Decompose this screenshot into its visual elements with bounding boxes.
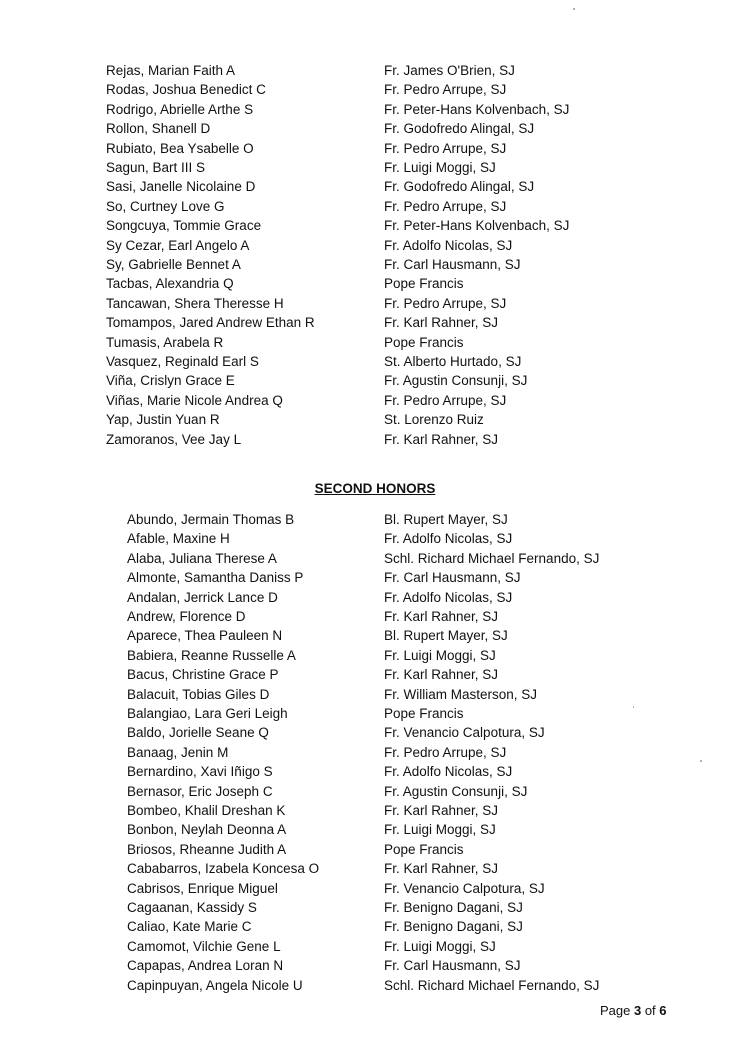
list-item — [0, 646, 750, 665]
page-number: 3 — [633, 1003, 642, 1018]
list-item — [0, 177, 750, 196]
student-name: Briosos, Rheanne Judith A — [127, 841, 287, 857]
house-name: Fr. Carl Hausmann, SJ — [384, 570, 521, 586]
student-name: Sy Cezar, Earl Angelo A — [106, 237, 250, 253]
house-name: Fr. Peter-Hans Kolvenbach, SJ — [384, 218, 570, 234]
list-item — [0, 956, 750, 975]
house-name: Pope Francis — [384, 706, 464, 721]
student-name: Balacuit, Tobias Giles D — [127, 686, 270, 702]
student-name: Rodas, Joshua Benedict C — [106, 82, 266, 98]
list-item — [0, 274, 750, 293]
student-name: Bonbon, Neylah Deonna A — [127, 822, 287, 838]
student-name: Bombeo, Khalil Dreshan K — [127, 803, 286, 818]
student-name: Rollon, Shanell D — [106, 121, 211, 137]
student-name: Tacbas, Alexandria Q — [106, 276, 234, 292]
list-item — [0, 840, 750, 859]
house-name: St. Alberto Hurtado, SJ — [384, 354, 522, 369]
house-name: Pope Francis — [384, 276, 464, 292]
house-name: Fr. Adolfo Nicolas, SJ — [384, 531, 513, 547]
house-name: Fr. Karl Rahner, SJ — [384, 315, 499, 331]
list-item — [0, 100, 750, 119]
list-item — [0, 762, 750, 781]
house-name: Fr. Benigno Dagani, SJ — [384, 900, 523, 915]
house-name: Fr. Karl Rahner, SJ — [384, 861, 499, 877]
student-name: Alaba, Juliana Therese A — [127, 550, 277, 566]
house-name: Fr. Luigi Moggi, SJ — [384, 938, 496, 954]
student-name: Viñas, Marie Nicole Andrea Q — [106, 392, 283, 408]
student-name: Bernardino, Xavi Iñigo S — [127, 764, 273, 780]
list-item — [0, 704, 750, 723]
student-name: Almonte, Samantha Daniss P — [127, 570, 304, 586]
student-name: Viña, Crislyn Grace E — [106, 373, 235, 389]
list-item — [0, 879, 750, 898]
page-footer — [600, 1003, 667, 1018]
house-name: Fr. Karl Rahner, SJ — [384, 667, 499, 683]
student-name: Sasi, Janelle Nicolaine D — [106, 179, 256, 195]
house-name: Fr. Pedro Arrupe, SJ — [384, 744, 507, 760]
list-item — [0, 313, 750, 332]
house-name: Schl. Richard Michael Fernando, SJ — [384, 550, 600, 566]
list-item — [0, 391, 750, 410]
house-name: Fr. Pedro Arrupe, SJ — [384, 392, 507, 408]
student-name: Tumasis, Arabela R — [106, 334, 224, 350]
list-item — [0, 236, 750, 255]
list-item — [0, 61, 750, 80]
scan-speck — [573, 8, 575, 10]
list-item — [0, 430, 750, 449]
page-of-label: of — [641, 1003, 660, 1018]
list-item — [0, 549, 750, 568]
house-name: Fr. Agustin Consunji, SJ — [384, 373, 528, 389]
student-name: Banaag, Jenin M — [127, 744, 229, 760]
house-name: Fr. Carl Hausmann, SJ — [384, 257, 521, 272]
scan-speck — [633, 706, 634, 708]
student-name: Baldo, Jorielle Seane Q — [127, 725, 269, 741]
house-name: Fr. Pedro Arrupe, SJ — [384, 198, 507, 214]
list-item — [0, 607, 750, 626]
list-item — [0, 255, 750, 274]
house-name: Fr. Godofredo Alingal, SJ — [384, 121, 535, 137]
page-total: 6 — [659, 1003, 667, 1018]
list-item — [0, 937, 750, 956]
list-item — [0, 410, 750, 429]
list-item — [0, 119, 750, 138]
house-name: Bl. Rupert Mayer, SJ — [384, 628, 508, 644]
house-name: Bl. Rupert Mayer, SJ — [384, 512, 508, 527]
student-name: Babiera, Reanne Russelle A — [127, 647, 296, 663]
student-name: Capinpuyan, Angela Nicole U — [127, 977, 303, 993]
student-name: Tancawan, Shera Theresse H — [106, 295, 284, 311]
house-name: Fr. Karl Rahner, SJ — [384, 431, 499, 447]
student-name: Yap, Justin Yuan R — [106, 412, 220, 428]
student-name: Vasquez, Reginald Earl S — [106, 354, 259, 369]
house-name: Fr. Venancio Calpotura, SJ — [384, 725, 545, 741]
house-name: Pope Francis — [384, 841, 464, 857]
list-item — [0, 333, 750, 352]
student-name: Balangiao, Lara Geri Leigh — [127, 706, 288, 721]
list-item — [0, 510, 750, 529]
student-name: Rubiato, Bea Ysabelle O — [106, 140, 254, 156]
house-name: Schl. Richard Michael Fernando, SJ — [384, 977, 600, 993]
student-name: Caliao, Kate Marie C — [127, 919, 252, 935]
student-name: Aparece, Thea Pauleen N — [127, 628, 283, 644]
student-name: So, Curtney Love G — [106, 198, 225, 214]
student-name: Cababarros, Izabela Koncesa O — [127, 861, 320, 877]
house-name: Fr. Adolfo Nicolas, SJ — [384, 237, 513, 253]
student-name: Afable, Maxine H — [127, 531, 230, 547]
house-name: Fr. James O'Brien, SJ — [384, 63, 515, 78]
house-name: St. Lorenzo Ruiz — [384, 412, 484, 428]
house-name: Fr. Peter-Hans Kolvenbach, SJ — [384, 101, 570, 117]
student-name: Bernasor, Eric Joseph C — [127, 783, 273, 799]
student-name: Zamoranos, Vee Jay L — [106, 431, 242, 447]
list-item — [0, 665, 750, 684]
house-name: Pope Francis — [384, 334, 464, 350]
house-name: Fr. Luigi Moggi, SJ — [384, 647, 496, 663]
student-name: Rejas, Marian Faith A — [106, 63, 236, 78]
list-item — [0, 743, 750, 762]
list-item — [0, 976, 750, 995]
list-item — [0, 898, 750, 917]
student-name: Bacus, Christine Grace P — [127, 667, 279, 683]
second-honors-heading: SECOND HONORS — [314, 481, 436, 496]
house-name: Fr. Adolfo Nicolas, SJ — [384, 764, 513, 780]
house-name: Fr. Karl Rahner, SJ — [384, 803, 499, 818]
list-item — [0, 294, 750, 313]
list-item — [0, 216, 750, 235]
student-name: Sy, Gabrielle Bennet A — [106, 257, 241, 272]
list-item — [0, 626, 750, 645]
student-name: Songcuya, Tommie Grace — [106, 218, 262, 234]
house-name: Fr. Luigi Moggi, SJ — [384, 822, 496, 838]
student-name: Capapas, Andrea Loran N — [127, 958, 284, 974]
student-name: Camomot, Vilchie Gene L — [127, 938, 281, 954]
list-item — [0, 371, 750, 390]
list-item — [0, 139, 750, 158]
house-name: Fr. Benigno Dagani, SJ — [384, 919, 523, 935]
list-item — [0, 859, 750, 878]
house-name: Fr. Adolfo Nicolas, SJ — [384, 589, 513, 605]
list-item — [0, 685, 750, 704]
house-name: Fr. Luigi Moggi, SJ — [384, 160, 496, 175]
list-item — [0, 158, 750, 177]
house-name: Fr. Venancio Calpotura, SJ — [384, 880, 545, 896]
list-item — [0, 588, 750, 607]
house-name: Fr. Carl Hausmann, SJ — [384, 958, 521, 974]
scan-speck — [700, 760, 702, 762]
student-name: Tomampos, Jared Andrew Ethan R — [106, 315, 315, 331]
student-name: Rodrigo, Abrielle Arthe S — [106, 101, 254, 117]
list-item — [0, 197, 750, 216]
list-item — [0, 352, 750, 371]
house-name: Fr. Karl Rahner, SJ — [384, 609, 499, 624]
house-name: Fr. Pedro Arrupe, SJ — [384, 295, 507, 311]
student-name: Sagun, Bart III S — [106, 160, 206, 175]
house-name: Fr. William Masterson, SJ — [384, 686, 538, 702]
house-name: Fr. Pedro Arrupe, SJ — [384, 82, 507, 98]
student-name: Cagaanan, Kassidy S — [127, 900, 257, 915]
student-name: Andalan, Jerrick Lance D — [127, 589, 278, 605]
student-name: Andrew, Florence D — [127, 609, 246, 624]
list-item — [0, 917, 750, 936]
page-label: Page — [600, 1003, 634, 1018]
list-item — [0, 820, 750, 839]
list-item — [0, 529, 750, 548]
list-item — [0, 80, 750, 99]
list-item — [0, 782, 750, 801]
student-name: Cabrisos, Enrique Miguel — [127, 880, 278, 896]
house-name: Fr. Pedro Arrupe, SJ — [384, 140, 507, 156]
house-name: Fr. Godofredo Alingal, SJ — [384, 179, 535, 195]
student-name: Abundo, Jermain Thomas B — [127, 512, 295, 527]
list-item — [0, 568, 750, 587]
list-item — [0, 723, 750, 742]
house-name: Fr. Agustin Consunji, SJ — [384, 783, 528, 799]
list-item — [0, 801, 750, 820]
